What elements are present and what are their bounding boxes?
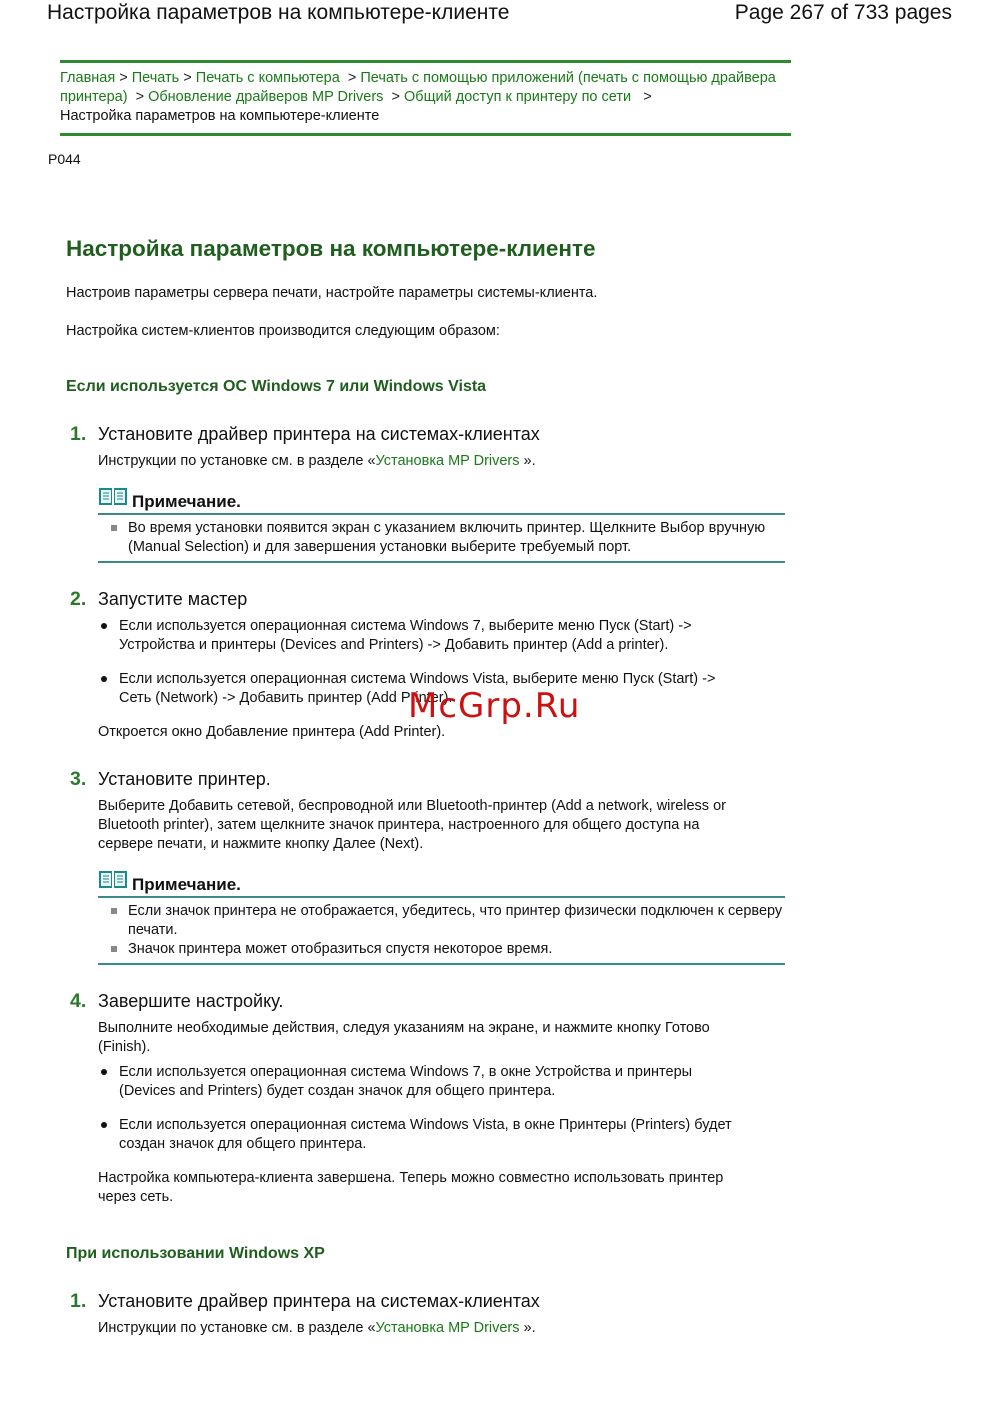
step-title: Завершите настройку. (98, 991, 284, 1011)
breadcrumb-link-print[interactable]: Печать (131, 70, 180, 86)
open-book-icon (98, 485, 128, 512)
list-item: Если используется операционная система Windows 7, выберите меню Пуск (Start) -> Устройства и принтеры (Devices and Printers) -> Добавить принтер (Add a printer). (98, 617, 739, 655)
page-code: P044 (48, 151, 81, 167)
breadcrumb-link-home[interactable]: Главная (60, 70, 116, 86)
main-content (66, 236, 796, 1338)
step-1 (66, 423, 796, 563)
open-book-icon (98, 868, 128, 895)
step-title: Установите принтер. (98, 769, 271, 789)
note-label: Примечание. (132, 875, 241, 894)
intro-paragraph: Настроив параметры сервера печати, настройте параметры системы-клиента. (66, 285, 598, 301)
breadcrumb-separator: > (347, 70, 357, 86)
link-install-mp-drivers[interactable]: Установка MP Drivers (375, 1320, 520, 1336)
step-4 (66, 990, 796, 1207)
step-text-prefix: Инструкции по установке см. в разделе « (98, 453, 376, 469)
note-item: Во время установки появится экран с указанием включить принтер. Щелкните Выбор вручную (Manual Selection) и для завершения установки выберите требуемый порт. (98, 519, 785, 557)
breadcrumb-link-network-sharing[interactable]: Общий доступ к принтеру по сети (404, 89, 632, 105)
step-number: 2. (70, 588, 87, 610)
breadcrumb-separator: > (183, 70, 192, 86)
breadcrumb-separator: > (119, 70, 128, 86)
note-header (98, 868, 785, 898)
note-label: Примечание. (132, 492, 241, 511)
step-text: Настройка компьютера-клиента завершена. Теперь можно совместно использовать принтер через сеть. (98, 1170, 724, 1205)
note-item: Значок принтера может отобразиться спустя некоторое время. (98, 940, 785, 959)
document-title: Настройка параметров на компьютере-клиенте (47, 1, 510, 24)
note-box (98, 485, 785, 563)
section-heading-win7-vista: Если используется ОС Windows 7 или Windows Vista (66, 378, 487, 395)
step-number: 1. (70, 423, 87, 445)
step-text: Откроется окно Добавление принтера (Add Printer). (98, 724, 446, 740)
step-text: Выполните необходимые действия, следуя указаниям на экране, и нажмите кнопку Готово (Finish). (98, 1020, 710, 1055)
page-indicator: Page 267 of 733 pages (734, 1, 952, 24)
list-item: Если используется операционная система Windows 7, в окне Устройства и принтеры (Devices and Printers) будет создан значок для общего принтера. (98, 1063, 739, 1101)
list-item: Если используется операционная система Windows Vista, в окне Принтеры (Printers) будет создан значок для общего принтера. (98, 1116, 764, 1154)
note-list (98, 898, 785, 965)
note-item: Если значок принтера не отображается, убедитесь, что принтер физически подключен к серверу печати. (98, 902, 785, 940)
breadcrumb-link-print-from-computer[interactable]: Печать с компьютера (195, 70, 340, 86)
section-heading-winxp: При использовании Windows XP (66, 1245, 325, 1262)
breadcrumb-current: Настройка параметров на компьютере-клиенте (60, 108, 380, 124)
breadcrumb-separator: > (643, 89, 652, 105)
step-text: Выберите Добавить сетевой, беспроводной или Bluetooth-принтер (Add a network, wireless or Bluetooth printer), затем щелкните значок принтера, настроенного для общего доступа на сервере печати, и нажмите кнопку Далее (Next). (98, 798, 726, 852)
breadcrumb-link-print-with-apps[interactable]: Печать с помощью приложений (печать с помощью драйвера принтера) (60, 70, 776, 105)
step-text (98, 452, 796, 471)
note-box (98, 868, 785, 965)
step-text (98, 1319, 796, 1338)
step-number: 3. (70, 768, 87, 790)
intro-paragraph: Настройка систем-клиентов производится следующим образом: (66, 323, 500, 339)
step-text-prefix: Инструкции по установке см. в разделе « (98, 1320, 376, 1336)
step-title: Установите драйвер принтера на системах-клиентах (98, 424, 540, 444)
breadcrumb-separator: > (391, 89, 400, 105)
step-title: Установите драйвер принтера на системах-клиентах (98, 1291, 540, 1311)
note-header (98, 485, 785, 515)
step-3 (66, 768, 796, 965)
link-install-mp-drivers[interactable]: Установка MP Drivers (375, 453, 520, 469)
breadcrumb-link-update-drivers[interactable]: Обновление драйверов MP Drivers (148, 89, 384, 105)
breadcrumb (60, 60, 791, 136)
list-item: Если используется операционная система Windows Vista, выберите меню Пуск (Start) -> Сеть (Network) -> Добавить принтер (Add Printer). (98, 670, 739, 708)
step-text-suffix: ». (519, 1320, 536, 1336)
page-heading: Настройка параметров на компьютере-клиенте (66, 236, 596, 261)
note-list (98, 515, 785, 563)
step-number: 4. (70, 990, 87, 1012)
step-1-xp (66, 1290, 796, 1338)
step-text-suffix: ». (519, 453, 536, 469)
watermark: McGrp.Ru (408, 686, 581, 726)
step-number: 1. (70, 1290, 87, 1312)
step-title: Запустите мастер (98, 589, 248, 609)
breadcrumb-separator: > (135, 89, 145, 105)
